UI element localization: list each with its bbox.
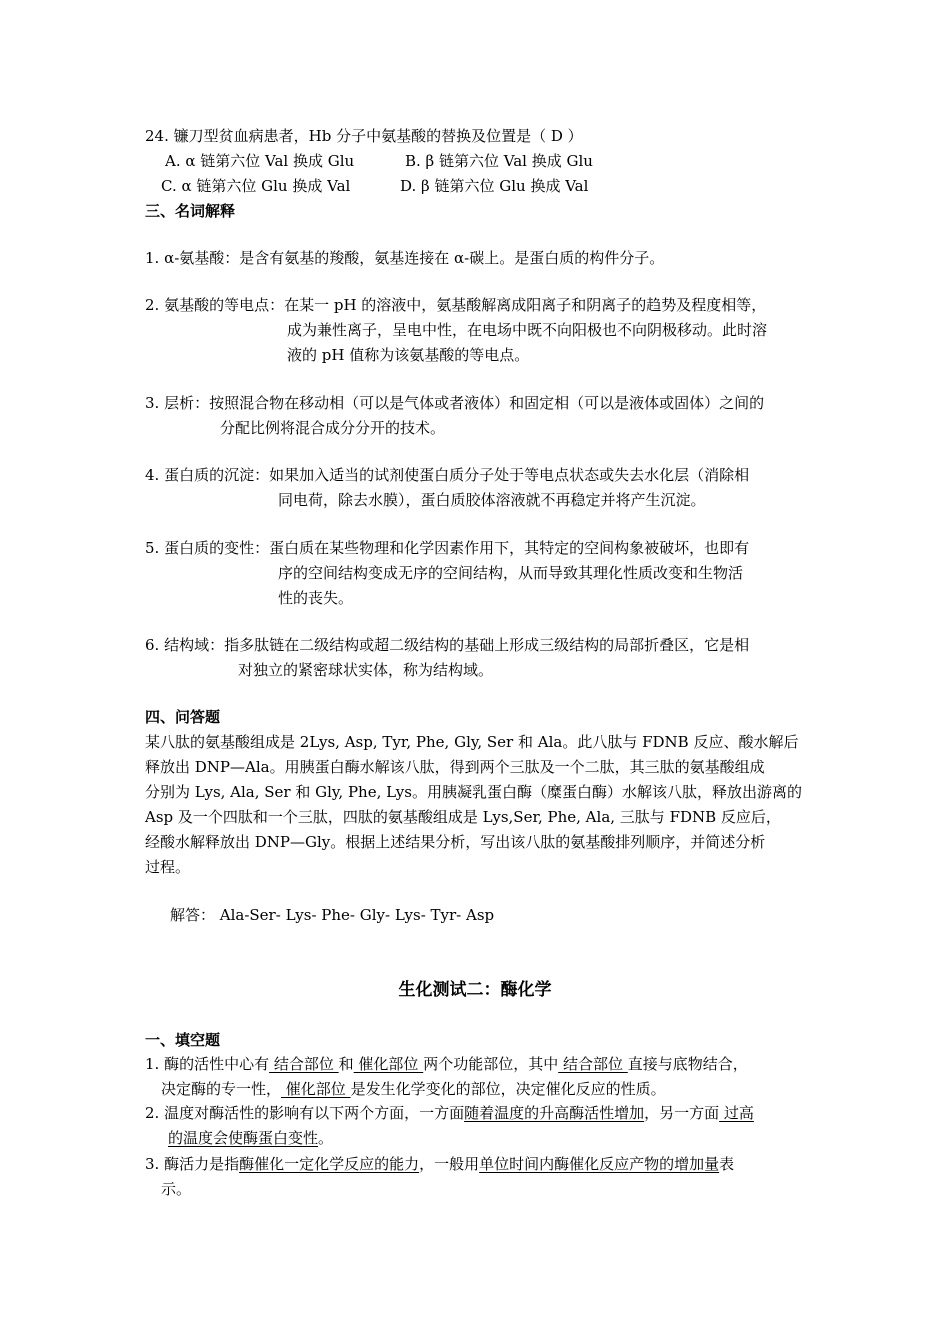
qa-paragraph-line-3: 分别为 Lys, Ala, Ser 和 Gly, Phe, Lys。用胰凝乳蛋白酶（糜蛋白酶）水解该八肽，释放出游离的 (145, 783, 802, 801)
fill-2-text-c: ，另一方面 (644, 1104, 720, 1122)
fill-1-text-d: 两个功能部位，其中 (423, 1055, 559, 1073)
fill-1-blank-3: 结合部位 (558, 1055, 628, 1073)
qa-paragraph-line-5: 经酸水解释放出 DNP—Gly。根据上述结果分析，写出该八肽的氨基酸排列顺序，并简述分析 (145, 833, 766, 851)
term-3-line-2: 分配比例将混合成分分开的技术。 (220, 419, 446, 437)
term-4-line-2: 同电荷，除去水膜），蛋白质胶体溶液就不再稳定并将产生沉淀。 (278, 491, 706, 509)
term-4-line-1: 4. 蛋白质的沉淀：如果加入适当的试剂使蛋白质分子处于等电点状态或失去水化层（消除相 (145, 466, 750, 484)
qa-answer: 解答： Ala-Ser- Lys- Phe- Gly- Lys- Tyr- Asp (170, 906, 495, 924)
qa-paragraph-line-4: Asp 及一个四肽和一个三肽，四肽的氨基酸组成是 Lys,Ser, Phe, Ala, 三肽与 FDNB 反应后， (145, 808, 781, 826)
section-heading-qa: 四、问答题 (145, 708, 221, 726)
qa-paragraph-line-1: 某八肽的氨基酸组成是 2Lys, Asp, Tyr, Phe, Gly, Ser 和 Ala。此八肽与 FDNB 反应、酸水解后 (145, 733, 799, 751)
fill-3-line-2: 示。 (161, 1180, 192, 1198)
question-24-stem: 24. 镰刀型贫血病患者，Hb 分子中氨基酸的替换及位置是（ D ） (145, 127, 583, 145)
fill-2-text-d: 。 (318, 1129, 334, 1147)
term-5-line-3: 性的丧失。 (278, 589, 354, 607)
option-d: D. β 链第六位 Glu 换成 Val (400, 177, 589, 195)
term-2-line-2: 成为兼性离子，呈电中性，在电场中既不向阳极也不向阴极移动。此时溶 (287, 321, 768, 339)
fill-1-line-2 (161, 1079, 666, 1099)
term-6-line-1: 6. 结构域：指多肽链在二级结构或超二级结构的基础上形成三级结构的局部折叠区，它是相 (145, 636, 750, 654)
fill-1-text-a: 1. 酶的活性中心有 (145, 1055, 270, 1073)
qa-paragraph-line-6: 过程。 (145, 858, 191, 876)
fill-1-blank-2: 催化部位 (353, 1055, 424, 1073)
option-b: B. β 链第六位 Val 换成 Glu (405, 152, 593, 170)
fill-1-text-c: 和 (338, 1055, 354, 1073)
fill-3-blank-2: 单位时间内酶催化反应产物的增加量 (479, 1155, 720, 1173)
term-1: 1. α-氨基酸：是含有氨基的羧酸，氨基连接在 α-碳上。是蛋白质的构件分子。 (145, 249, 665, 267)
qa-paragraph-line-2: 释放出 DNP—Ala。用胰蛋白酶水解该八肽，得到两个三肽及一个二肽，其三肽的氨基酸组成 (145, 758, 765, 776)
fill-2-blank-1: 随着温度的升高酶活性增加 (464, 1104, 645, 1122)
fill-1-blank-4: 催化部位 (281, 1080, 351, 1098)
option-c: C. α 链第六位 Glu 换成 Val (161, 177, 351, 195)
fill-2-blank-2a: 过高 (719, 1104, 754, 1122)
fill-3-line-1 (145, 1154, 734, 1174)
fill-1-text-e: 直接与底物结合， (627, 1055, 748, 1073)
fill-1-text-g: 是发生化学变化的部位，决定催化反应的性质。 (350, 1080, 666, 1098)
fill-2-line-1 (145, 1103, 754, 1123)
fill-3-text-a: 3. 酶活力是指 (145, 1155, 240, 1173)
option-a: A. α 链第六位 Val 换成 Glu (165, 152, 355, 170)
fill-2-line-2 (168, 1128, 333, 1148)
term-6-line-2: 对独立的紧密球状实体，称为结构域。 (238, 661, 494, 679)
term-2-line-3: 液的 pH 值称为该氨基酸的等电点。 (287, 346, 530, 364)
fill-1-text-f: 决定酶的专一性， (161, 1080, 282, 1098)
term-2-line-1: 2. 氨基酸的等电点：在某一 pH 的溶液中，氨基酸解离成阳离子和阴离子的趋势及程度相等， (145, 296, 767, 314)
term-3-line-1: 3. 层析：按照混合物在移动相（可以是气体或者液体）和固定相（可以是液体或固体）之间的 (145, 394, 765, 412)
term-5-line-2: 序的空间结构变成无序的空间结构，从而导致其理化性质改变和生物活 (278, 564, 744, 582)
fill-2-text-a: 2. 温度对酶活性的影响有以下两个方面，一方面 (145, 1104, 465, 1122)
fill-1-blank-1: 结合部位 (269, 1055, 339, 1073)
fill-3-text-d: 表 (719, 1155, 735, 1173)
fill-2-blank-2b: 的温度会使酶蛋白变性 (168, 1129, 319, 1147)
term-5-line-1: 5. 蛋白质的变性：蛋白质在某些物理和化学因素作用下，其特定的空间构象被破坏，也即有 (145, 539, 750, 557)
section-heading-terms: 三、名词解释 (145, 202, 236, 220)
section-title: 生化测试二：酶化学 (398, 980, 552, 1000)
fill-3-text-c: ，一般用 (419, 1155, 480, 1173)
fill-1-line-1 (145, 1054, 748, 1074)
section-heading-fill: 一、填空题 (145, 1031, 221, 1049)
fill-3-blank-1: 酶催化一定化学反应的能力 (239, 1155, 420, 1173)
